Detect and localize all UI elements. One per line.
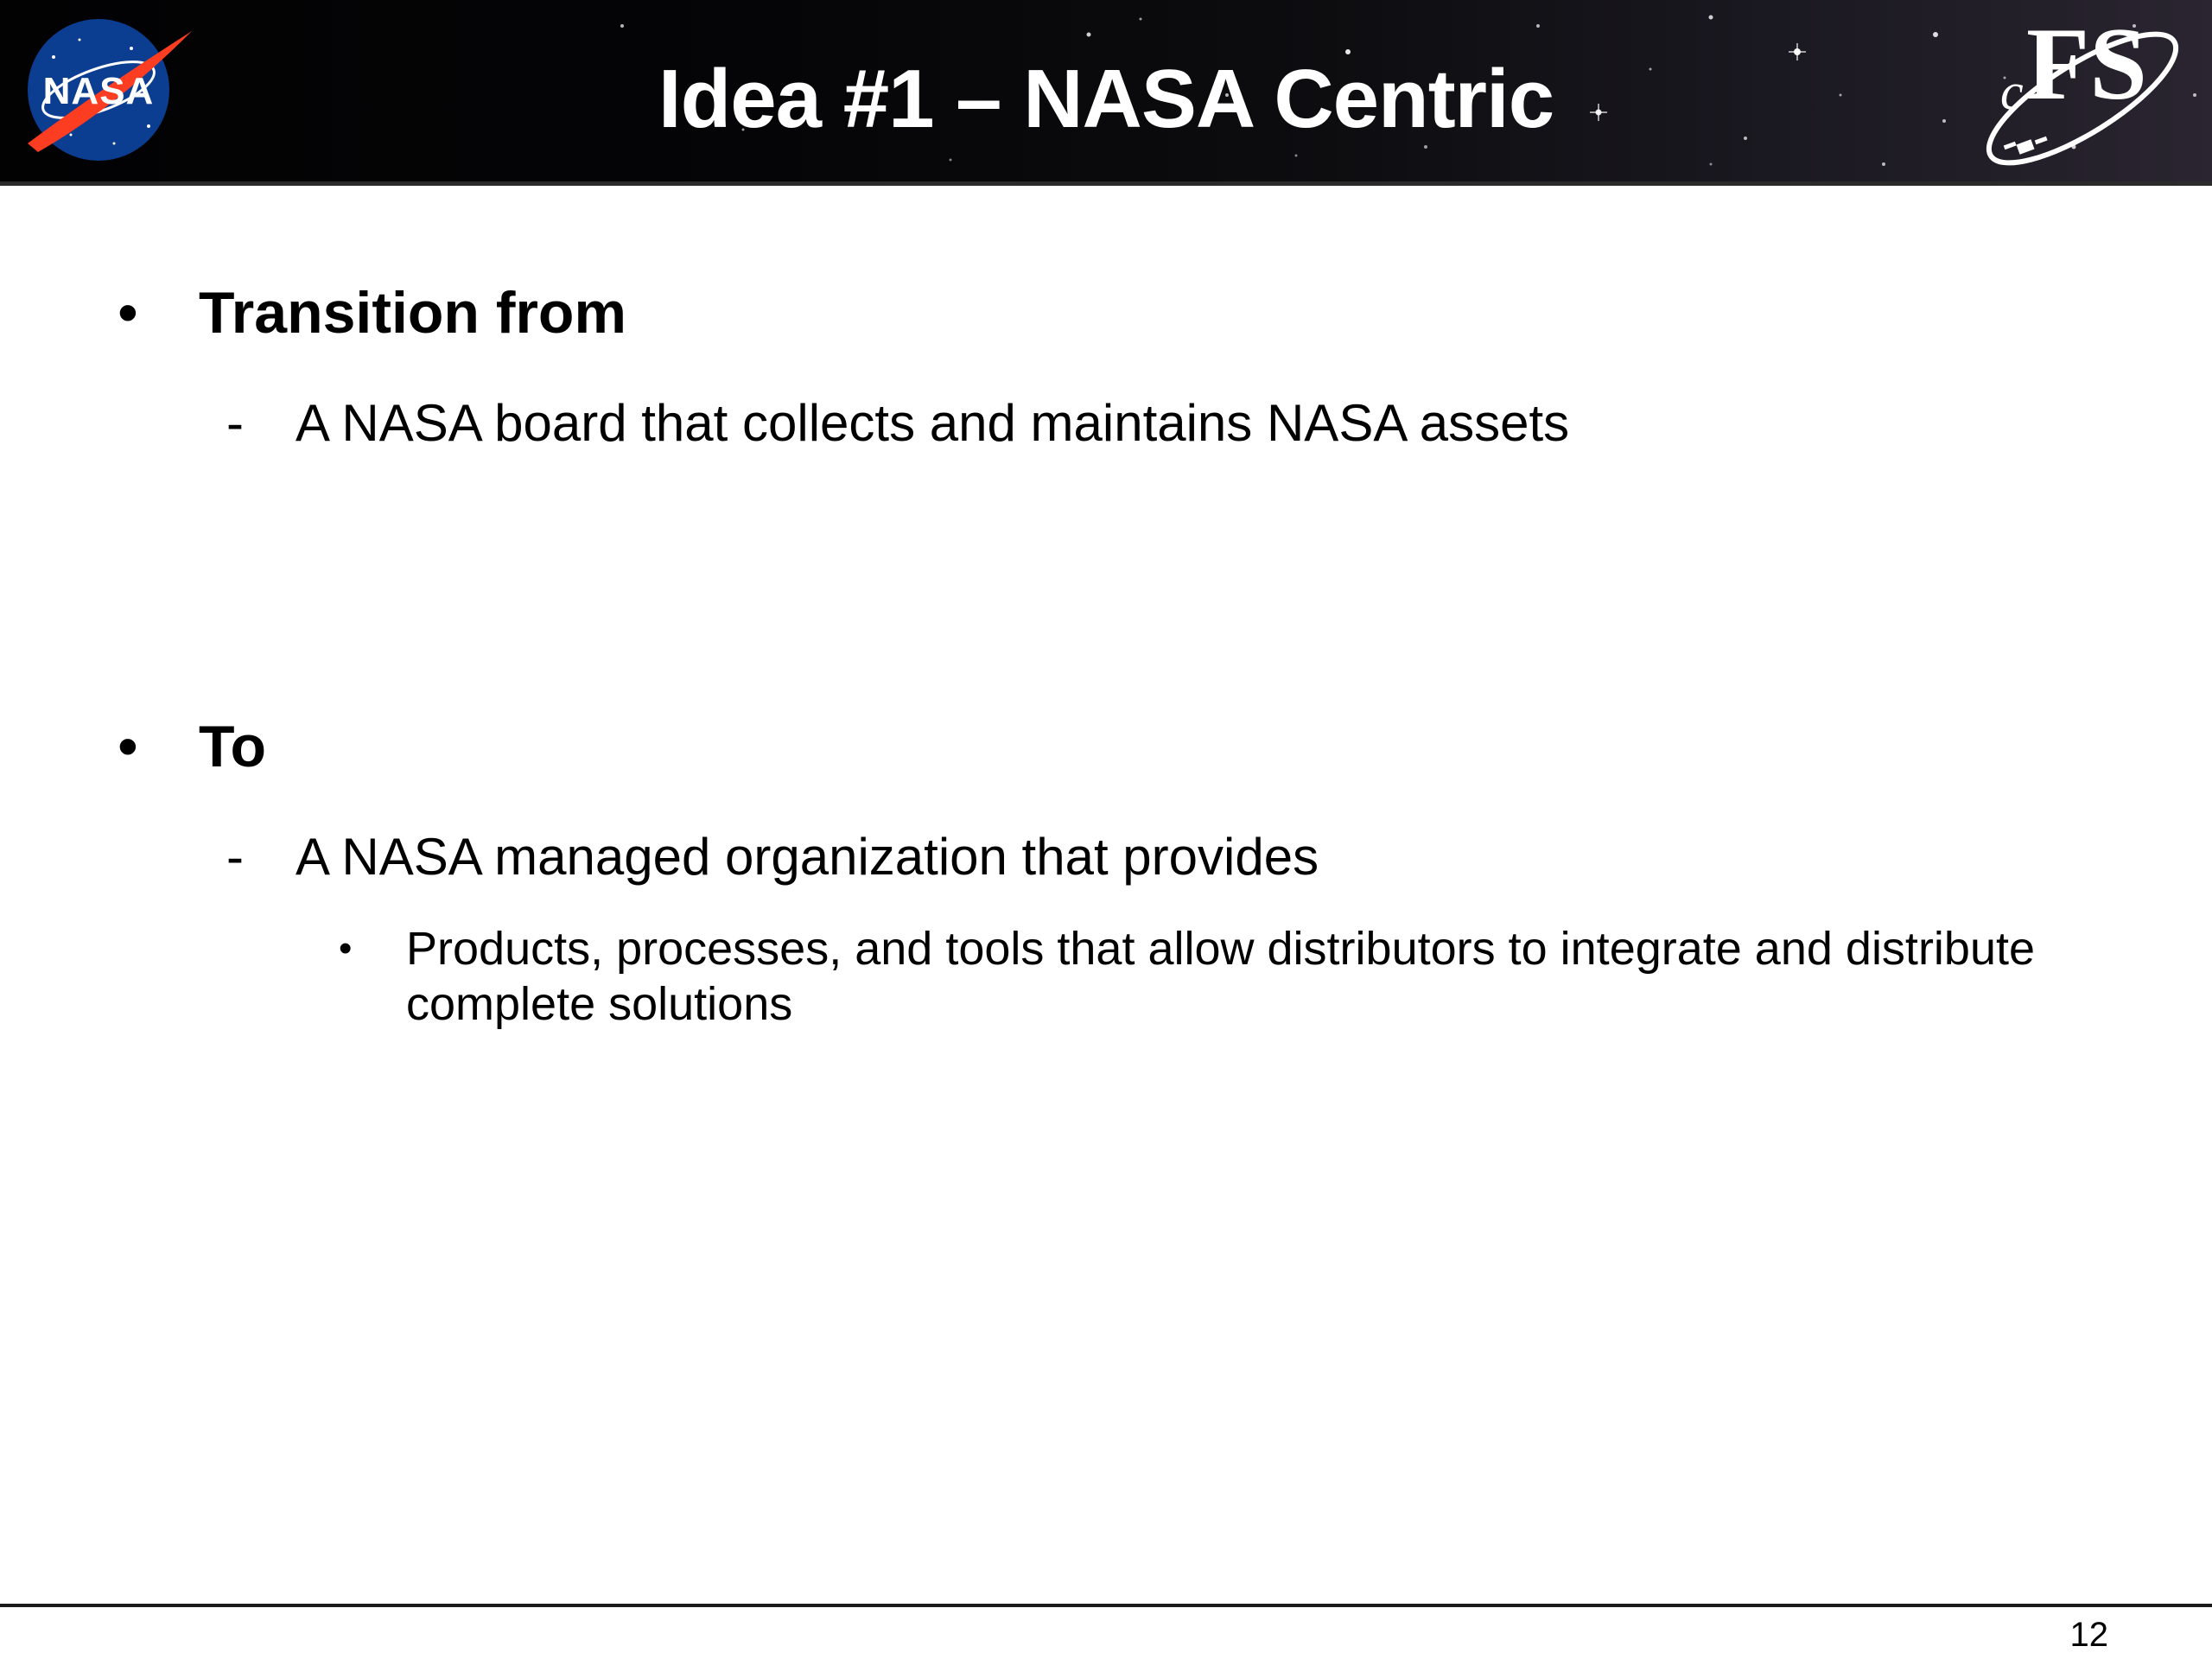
sub-list-item-text: Products, processes, and tools that allow distributors to integrate and distribute complete solutions [406,923,2036,1030]
dash-mark: - [226,394,244,452]
bullet-mark: • [118,714,138,779]
list-item [226,392,1570,454]
section-heading-text: Transition from [199,280,626,346]
page-number: 12 [2069,1616,2108,1654]
bullet-mark: • [339,927,353,969]
svg-text:FS: FS [2026,12,2148,121]
footer-divider [0,1604,2212,1607]
list-item [226,826,1319,888]
svg-text:NASA: NASA [42,70,155,112]
sub-list-item [339,921,2048,1032]
list-item-text: A NASA managed organization that provides [296,828,1319,886]
svg-text:c: c [2000,63,2024,120]
section-heading-to [118,712,267,781]
slide-title: Idea #1 – NASA Centric [658,53,1554,145]
section-heading-text: To [199,714,267,779]
bullet-mark: • [118,280,138,346]
section-heading-transition-from [118,278,626,347]
dash-mark: - [226,828,244,886]
list-item-text: A NASA board that collects and maintains NASA assets [296,394,1570,452]
